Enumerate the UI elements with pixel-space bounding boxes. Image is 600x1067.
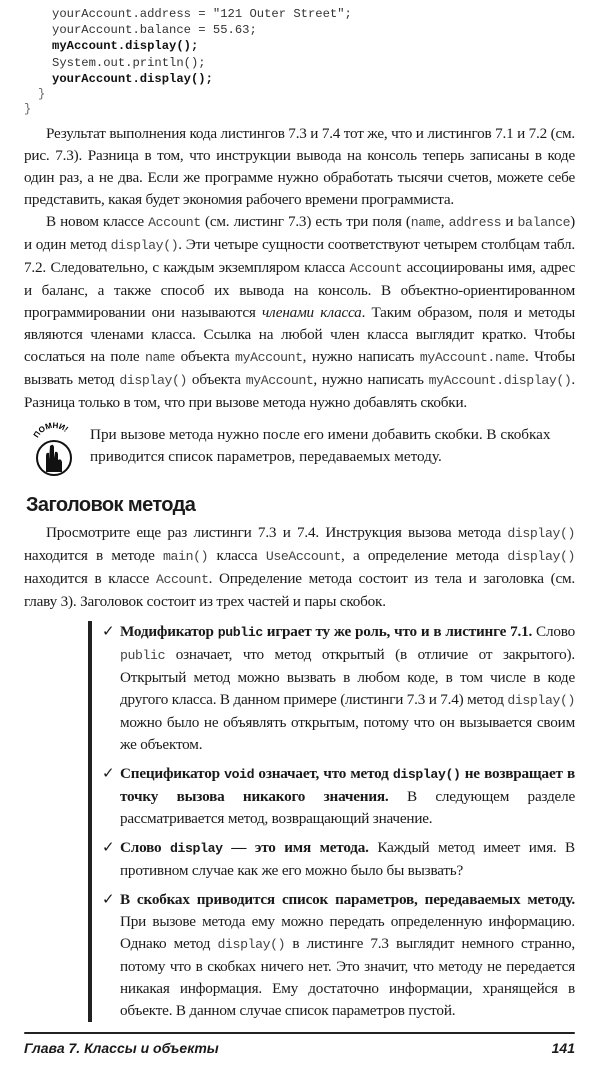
inline-code: Account — [155, 572, 209, 588]
inline-code: address — [448, 215, 502, 231]
text-run: Модификатор — [120, 623, 218, 641]
inline-code: display() — [392, 767, 461, 783]
text-run: В новом классе — [46, 213, 149, 231]
bullet-item — [102, 621, 575, 756]
page-number: 141 — [551, 1040, 575, 1057]
inline-code: myAccount.name — [419, 350, 526, 366]
inline-code: display() — [217, 937, 286, 953]
text-run: не возвращает в точку вызова никакого значения. — [120, 765, 576, 806]
inline-code: display() — [110, 238, 179, 254]
text-run: Слово — [120, 839, 171, 857]
checkmark-icon: ✓ — [102, 839, 115, 857]
code-listing — [52, 6, 575, 87]
text-run: ) и один метод — [24, 213, 576, 254]
text-run: членами класса — [261, 304, 362, 322]
text-run: , — [440, 213, 449, 231]
code-line: yourAccount.address = "121 Outer Street"; — [52, 7, 352, 21]
text-run: В следующем разделе рассматривается метод, возвращающий значение. — [120, 788, 575, 828]
text-run: класса — [208, 547, 266, 565]
bullet-item — [102, 837, 575, 882]
inline-code: myAccount — [235, 350, 303, 366]
paragraph — [24, 522, 575, 613]
paragraph — [24, 123, 575, 211]
bullet-item — [102, 889, 575, 1022]
text-run: . Разница только в том, что при вызове метода нужно добавлять скобки. — [24, 371, 575, 412]
inline-code: balance — [517, 215, 571, 231]
inline-code: public — [217, 625, 263, 641]
inline-code: Account — [148, 215, 201, 231]
remember-note: При вызове метода нужно после его имени добавить скобки. В скобках приводится список параметров, передаваемых методу. — [90, 426, 551, 466]
text-run: играет ту же роль, что и в листинге 7.1. — [262, 623, 533, 641]
text-run: Спецификатор — [120, 765, 225, 783]
inline-code: display — [170, 841, 223, 857]
text-run: , нужно написать — [313, 371, 429, 389]
text-run: В скобках приводится список параметров, передаваемых методу. — [120, 891, 575, 909]
checkmark-icon: ✓ — [102, 623, 115, 641]
code-line: yourAccount.display(); — [52, 71, 213, 86]
inline-code: main() — [163, 549, 209, 565]
text-run: , а определение метода — [340, 547, 508, 565]
text-run: объекта — [175, 348, 236, 366]
text-run: означает, что метод открытый (в отличие от закрытого). Открытый метод можно вызвать в любом коде, в том числе в коде другого класса. В данном примере (листинги 7.3 и 7.4) метод — [120, 646, 575, 709]
paragraph — [24, 211, 575, 414]
inline-code: name — [410, 215, 441, 231]
inline-code: name — [145, 350, 176, 366]
remember-note-block — [24, 422, 575, 482]
inline-code: display() — [507, 693, 575, 709]
closing-brace: } — [38, 87, 46, 102]
text-run: находится в методе — [24, 547, 164, 565]
text-run: можно было не объявлять открытым, потому что он вызывается своим же объектом. — [120, 714, 575, 754]
code-line: myAccount.display(); — [52, 39, 199, 54]
checkmark-icon: ✓ — [102, 891, 115, 909]
text-run: . Чтобы вызвать метод — [24, 348, 575, 389]
remember-icon — [24, 422, 84, 482]
text-run: Каждый метод имеет имя. В противном случае как же его можно было бы вызвать? — [120, 839, 575, 880]
text-run: — это имя метода. — [222, 839, 369, 857]
text-run: (см. листинг 7.3) есть три поля ( — [200, 213, 411, 231]
inline-code: myAccount — [245, 373, 314, 389]
footer-chapter: Глава 7. Классы и объекты — [24, 1040, 219, 1057]
inline-code: myAccount.display() — [428, 373, 572, 389]
text-run: . Эти четыре сущности соответствуют четырем столбцам табл. 7.2. Следовательно, с каждым экземпляром класса — [24, 236, 575, 277]
footer — [24, 1039, 575, 1057]
inline-code: public — [120, 648, 166, 664]
text-run: Результат выполнения кода листингов 7.3 и 7.4 тот же, что и листингов 7.1 и 7.2 (см. рис. 7.3). Разница в том, что инструкции вывода на консоль теперь записаны в коде один раз, а не два. Если же программе нужно обработать тысячи счетов, можете себе представить, какая будет экономия рабочего времени программиста. — [24, 125, 575, 209]
bullet-list — [88, 621, 575, 1022]
inline-code: display() — [507, 549, 575, 565]
text-run: . Определение метода состоит из тела и заголовка (см. главу 3). Заголовок состоит из трех частей и пары скобок. — [24, 570, 576, 611]
section-heading: Заголовок метода — [26, 494, 196, 517]
inline-code: Account — [349, 261, 403, 277]
text-run: находится в классе — [24, 570, 156, 588]
closing-brace: } — [24, 102, 32, 117]
text-run: При вызове метода ему можно передать определенную информацию. Однако метод — [120, 913, 575, 953]
footer-rule — [24, 1032, 575, 1034]
text-run: объекта — [187, 371, 246, 389]
code-line: yourAccount.balance = 55.63; — [52, 23, 257, 38]
text-run: Слово — [532, 623, 575, 641]
text-run: Просмотрите еще раз листинги 7.3 и 7.4. Инструкция вызова метода — [46, 524, 508, 542]
inline-code: display() — [507, 526, 575, 542]
checkmark-icon: ✓ — [102, 765, 115, 783]
text-run: в листинге 7.3 выглядит немного странно, потому что в скобках ничего нет. Это значит, что методу не передается никакая информация. Ему достаточно информации, хранящейся в объекте. В данном случае список параметров пустой. — [120, 935, 575, 1020]
inline-code: display() — [119, 373, 187, 389]
text-run: и — [501, 213, 518, 231]
bullet-item — [102, 763, 575, 830]
text-run: . Таким образом, поля и методы являются членами класса. Ссылка на любой член класса выглядит кратко. Чтобы сослаться на поле — [24, 304, 575, 366]
text-run: означает, что метод — [254, 765, 393, 783]
code-line: System.out.println(); — [52, 55, 206, 70]
inline-code: UseAccount — [265, 549, 341, 565]
text-run: ассоциированы имя, адрес и баланс, а также способ их вывода на консоль. В объектно-ориентированном программировании они называются — [24, 259, 576, 322]
inline-code: void — [224, 767, 255, 783]
text-run: , нужно написать — [302, 348, 420, 366]
svg-text:ПОМНИ!: ПОМНИ! — [31, 422, 70, 440]
